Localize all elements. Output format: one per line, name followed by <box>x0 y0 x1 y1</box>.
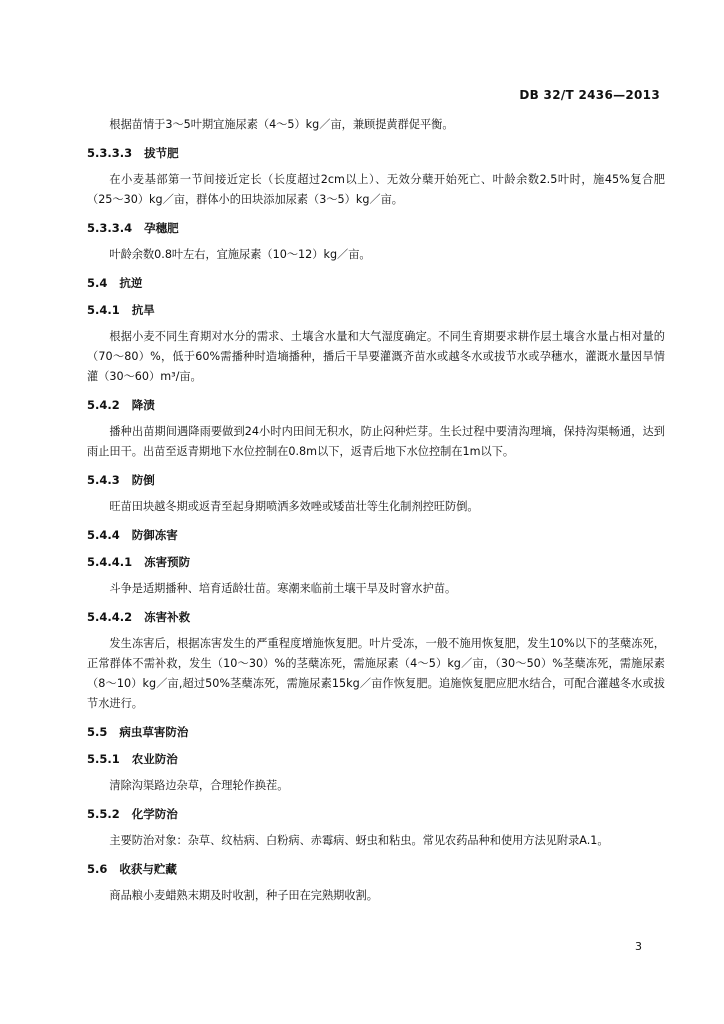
section-number: 5.4.4.2 <box>87 610 133 624</box>
section-number: 5.3.3.4 <box>87 221 133 235</box>
section-heading <box>87 471 665 489</box>
section-title: 防倒 <box>131 473 155 487</box>
section-number: 5.3.3.3 <box>87 146 133 160</box>
paragraph: 旺苗田块越冬期或返青至起身期喷洒多效唑或矮苗壮等生化制剂控旺防倒。 <box>109 500 479 513</box>
paragraph: 播种出苗期间遇降雨要做到24小时内田间无积水，防止闷种烂芽。生长过程中要清沟理墒，保持沟渠畅通，达到雨止田干。出苗至返青期地下水位控制在0.8m以下，返青后地下水位控制在1m以下。 <box>87 425 665 458</box>
section-heading <box>87 526 665 544</box>
section-number: 5.4.3 <box>87 473 120 487</box>
paragraph: 主要防治对象：杂草、纹枯病、白粉病、赤霉病、蚜虫和粘虫。常见农药品种和使用方法见附录A.1。 <box>109 834 609 847</box>
section-title: 抗旱 <box>131 303 155 317</box>
section-heading <box>87 301 665 319</box>
section-number: 5.5.2 <box>87 807 120 821</box>
section-number: 5.4.4 <box>87 528 120 542</box>
paragraph: 叶龄余数0.8叶左右，宜施尿素（10～12）kg／亩。 <box>109 248 371 261</box>
section-title: 农业防治 <box>131 752 178 766</box>
section-title: 收获与贮藏 <box>119 862 177 876</box>
section-heading <box>87 608 665 626</box>
section-title: 冻害补救 <box>144 610 191 624</box>
section-heading <box>87 860 665 878</box>
section-title: 降渍 <box>131 398 155 412</box>
section-number: 5.4.4.1 <box>87 555 133 569</box>
section-title: 防御冻害 <box>131 528 178 542</box>
section-title: 拔节肥 <box>144 146 179 160</box>
section-number: 5.4 <box>87 276 108 290</box>
section-heading <box>87 805 665 823</box>
section-heading <box>87 144 665 162</box>
paragraph: 发生冻害后，根据冻害发生的严重程度增施恢复肥。叶片受冻，一般不施用恢复肥，发生10%以下的茎蘖冻死，正常群体不需补救，发生（10～30）%的茎蘖冻死，需施尿素（4～5）kg／亩，（30～50）%茎蘖冻死，需施尿素（8～10）kg／亩,超过50%茎蘖冻死，需施尿素15kg／亩作恢复肥。追施恢复肥应肥水结合，可配合灌越冬水或拔节水进行。 <box>87 637 665 710</box>
paragraph: 清除沟渠路边杂草，合理轮作换茬。 <box>109 779 289 792</box>
section-heading <box>87 219 665 237</box>
section-number: 5.5.1 <box>87 752 120 766</box>
paragraph: 在小麦基部第一节间接近定长（长度超过2cm以上）、无效分蘖开始死亡、叶龄余数2.5叶时，施45%复合肥（25～30）kg／亩，群体小的田块添加尿素（3～5）kg／亩。 <box>87 173 665 206</box>
section-number: 5.4.1 <box>87 303 120 317</box>
section-heading <box>87 553 665 571</box>
standard-code: DB 32/T 2436—2013 <box>519 88 660 102</box>
paragraph: 根据苗情于3～5叶期宜施尿素（4～5）kg／亩，兼顾提黄群促平衡。 <box>109 118 454 131</box>
section-number: 5.4.2 <box>87 398 120 412</box>
section-heading <box>87 723 665 741</box>
section-title: 孕穗肥 <box>144 221 179 235</box>
section-number: 5.5 <box>87 725 108 739</box>
section-heading <box>87 396 665 414</box>
paragraph: 商品粮小麦蜡熟末期及时收割，种子田在完熟期收割。 <box>109 889 378 902</box>
paragraph: 斗争是适期播种、培育适龄壮苗。寒潮来临前土壤干旱及时窨水护苗。 <box>109 582 457 595</box>
section-heading <box>87 274 665 292</box>
section-number: 5.6 <box>87 862 108 876</box>
paragraph: 根据小麦不同生育期对水分的需求、土壤含水量和大气湿度确定。不同生育期要求耕作层土壤含水量占相对量的（70～80）%，低于60%需播种时造墒播种，播后干旱要灌溉齐苗水或越冬水或拔节水或孕穗水，灌溉水量因旱情灌（30～60）m³/亩。 <box>87 330 665 383</box>
section-title: 化学防治 <box>131 807 178 821</box>
page-number: 3 <box>635 940 642 953</box>
section-title: 冻害预防 <box>144 555 191 569</box>
section-heading <box>87 750 665 768</box>
section-title: 病虫草害防治 <box>119 725 189 739</box>
document-body <box>87 115 665 906</box>
section-title: 抗逆 <box>119 276 143 290</box>
